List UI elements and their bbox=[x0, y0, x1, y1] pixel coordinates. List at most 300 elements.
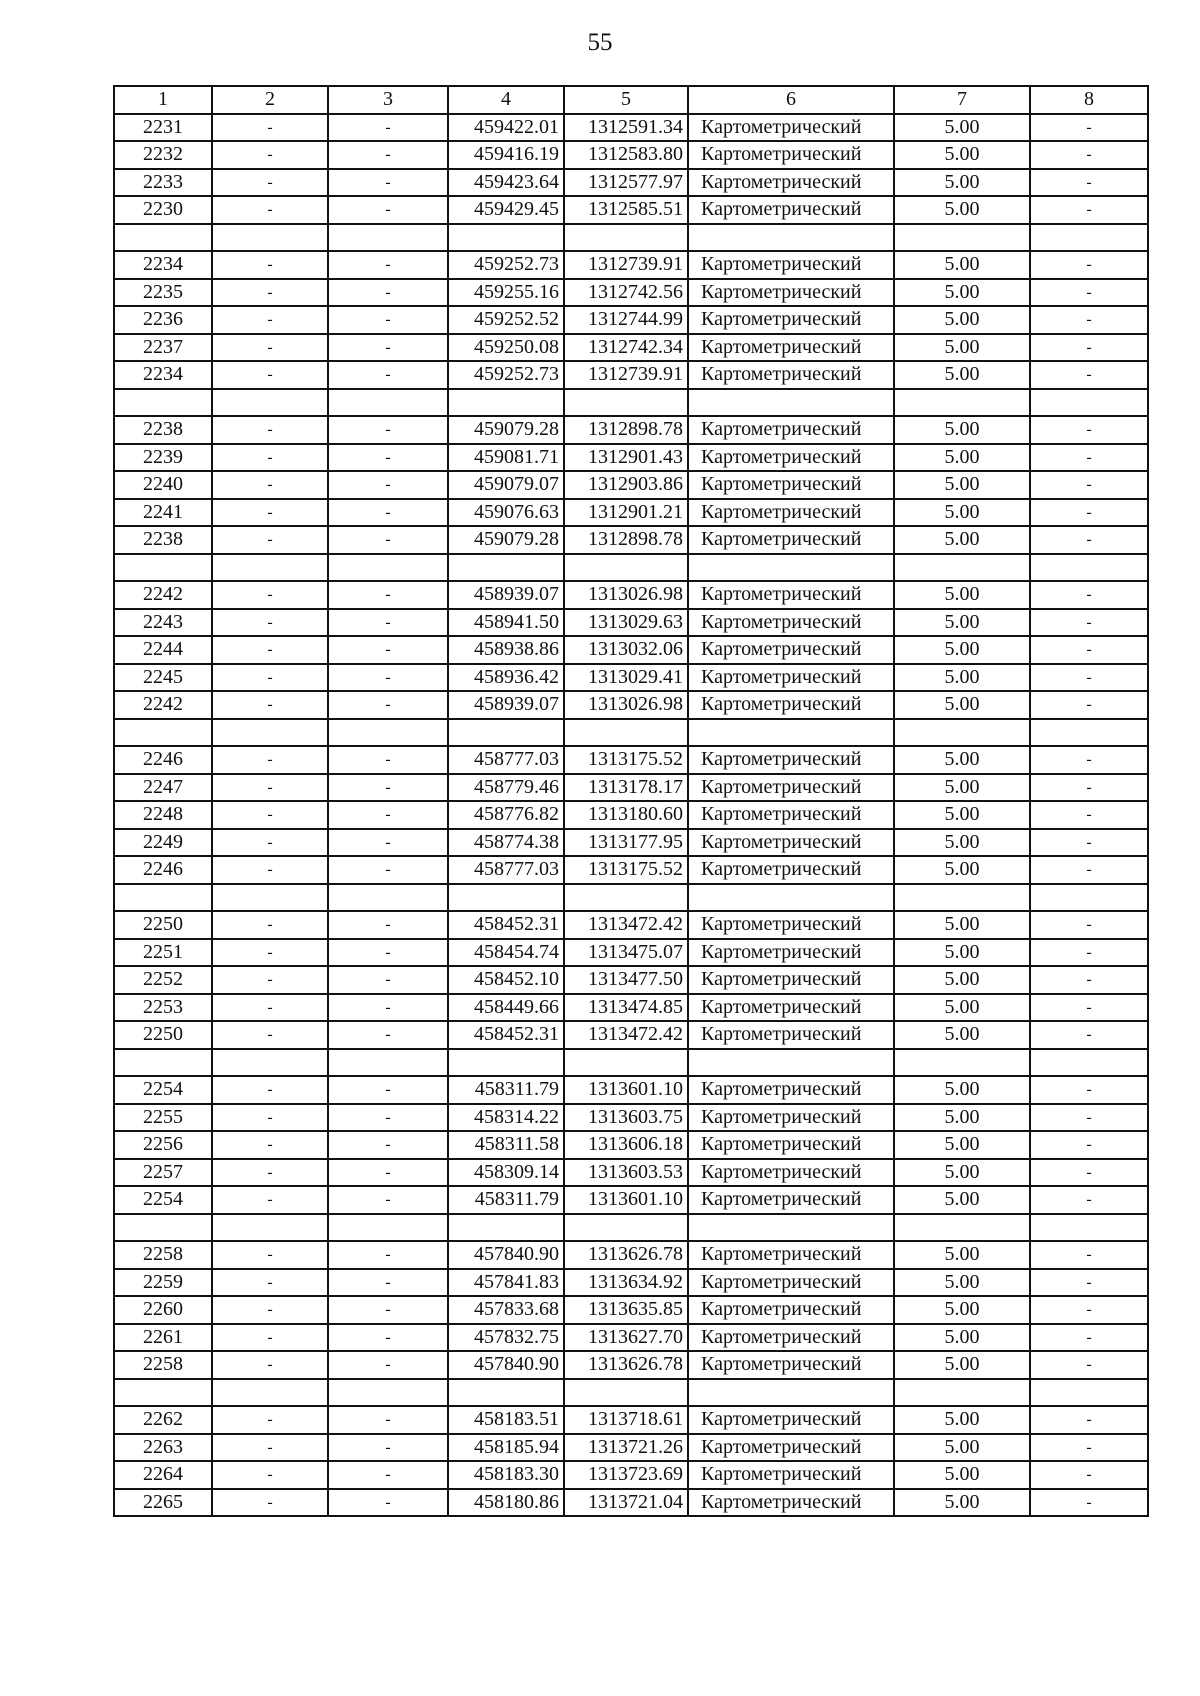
y-coordinate-cell: 1312739.91 bbox=[564, 361, 688, 389]
col2-cell: - bbox=[212, 1241, 328, 1269]
table-row bbox=[114, 994, 1148, 1022]
table-row bbox=[114, 1434, 1148, 1462]
col8-cell: - bbox=[1030, 1351, 1148, 1379]
empty-cell bbox=[688, 719, 894, 747]
empty-cell bbox=[212, 554, 328, 582]
y-coordinate-cell: 1313029.63 bbox=[564, 609, 688, 637]
col3-cell: - bbox=[328, 664, 448, 692]
method-cell: Картометрический bbox=[688, 774, 894, 802]
table-row bbox=[114, 581, 1148, 609]
y-coordinate-cell: 1313626.78 bbox=[564, 1351, 688, 1379]
point-number-cell: 2252 bbox=[114, 966, 212, 994]
col2-cell: - bbox=[212, 279, 328, 307]
col3-cell: - bbox=[328, 581, 448, 609]
x-coordinate-cell: 459079.28 bbox=[448, 526, 564, 554]
x-coordinate-cell: 459429.45 bbox=[448, 196, 564, 224]
x-coordinate-cell: 459422.01 bbox=[448, 114, 564, 142]
empty-cell bbox=[212, 1049, 328, 1077]
col8-cell: - bbox=[1030, 334, 1148, 362]
point-number-cell: 2256 bbox=[114, 1131, 212, 1159]
col8-cell: - bbox=[1030, 306, 1148, 334]
accuracy-cell: 5.00 bbox=[894, 306, 1030, 334]
col8-cell: - bbox=[1030, 581, 1148, 609]
table-row bbox=[114, 169, 1148, 197]
point-number-cell: 2254 bbox=[114, 1186, 212, 1214]
empty-cell bbox=[894, 884, 1030, 912]
accuracy-cell: 5.00 bbox=[894, 1076, 1030, 1104]
point-number-cell: 2251 bbox=[114, 939, 212, 967]
accuracy-cell: 5.00 bbox=[894, 416, 1030, 444]
x-coordinate-cell: 459079.07 bbox=[448, 471, 564, 499]
col2-cell: - bbox=[212, 1076, 328, 1104]
col8-cell: - bbox=[1030, 444, 1148, 472]
col2-cell: - bbox=[212, 1131, 328, 1159]
point-number-cell: 2236 bbox=[114, 306, 212, 334]
col3-cell: - bbox=[328, 1131, 448, 1159]
point-number-cell: 2248 bbox=[114, 801, 212, 829]
y-coordinate-cell: 1313026.98 bbox=[564, 581, 688, 609]
y-coordinate-cell: 1313601.10 bbox=[564, 1186, 688, 1214]
col3-cell: - bbox=[328, 691, 448, 719]
col2-cell: - bbox=[212, 361, 328, 389]
y-coordinate-cell: 1313180.60 bbox=[564, 801, 688, 829]
col8-cell: - bbox=[1030, 416, 1148, 444]
col3-cell: - bbox=[328, 251, 448, 279]
method-cell: Картометрический bbox=[688, 1076, 894, 1104]
empty-cell bbox=[688, 389, 894, 417]
col2-cell: - bbox=[212, 664, 328, 692]
group-separator-row bbox=[114, 389, 1148, 417]
table-row bbox=[114, 279, 1148, 307]
col8-cell: - bbox=[1030, 856, 1148, 884]
method-cell: Картометрический bbox=[688, 664, 894, 692]
method-cell: Картометрический bbox=[688, 499, 894, 527]
col8-cell: - bbox=[1030, 361, 1148, 389]
point-number-cell: 2240 bbox=[114, 471, 212, 499]
table-row bbox=[114, 196, 1148, 224]
x-coordinate-cell: 458777.03 bbox=[448, 856, 564, 884]
col8-cell: - bbox=[1030, 1021, 1148, 1049]
x-coordinate-cell: 457840.90 bbox=[448, 1351, 564, 1379]
y-coordinate-cell: 1312898.78 bbox=[564, 526, 688, 554]
col8-cell: - bbox=[1030, 279, 1148, 307]
x-coordinate-cell: 458309.14 bbox=[448, 1159, 564, 1187]
x-coordinate-cell: 458185.94 bbox=[448, 1434, 564, 1462]
group-separator-row bbox=[114, 719, 1148, 747]
col2-cell: - bbox=[212, 1406, 328, 1434]
method-cell: Картометрический bbox=[688, 114, 894, 142]
col8-cell: - bbox=[1030, 801, 1148, 829]
col3-cell: - bbox=[328, 471, 448, 499]
table-row bbox=[114, 141, 1148, 169]
col2-cell: - bbox=[212, 499, 328, 527]
col8-cell: - bbox=[1030, 939, 1148, 967]
accuracy-cell: 5.00 bbox=[894, 856, 1030, 884]
method-cell: Картометрический bbox=[688, 609, 894, 637]
empty-cell bbox=[328, 1214, 448, 1242]
x-coordinate-cell: 458779.46 bbox=[448, 774, 564, 802]
col3-cell: - bbox=[328, 1406, 448, 1434]
y-coordinate-cell: 1313627.70 bbox=[564, 1324, 688, 1352]
accuracy-cell: 5.00 bbox=[894, 691, 1030, 719]
x-coordinate-cell: 458311.58 bbox=[448, 1131, 564, 1159]
table-row bbox=[114, 1296, 1148, 1324]
accuracy-cell: 5.00 bbox=[894, 1434, 1030, 1462]
table-row bbox=[114, 334, 1148, 362]
point-number-cell: 2257 bbox=[114, 1159, 212, 1187]
col3-cell: - bbox=[328, 1186, 448, 1214]
group-separator-row bbox=[114, 224, 1148, 252]
method-cell: Картометрический bbox=[688, 1241, 894, 1269]
empty-cell bbox=[1030, 1379, 1148, 1407]
empty-cell bbox=[212, 719, 328, 747]
y-coordinate-cell: 1312583.80 bbox=[564, 141, 688, 169]
empty-cell bbox=[894, 554, 1030, 582]
x-coordinate-cell: 458452.10 bbox=[448, 966, 564, 994]
empty-cell bbox=[448, 719, 564, 747]
col3-cell: - bbox=[328, 499, 448, 527]
method-cell: Картометрический bbox=[688, 444, 894, 472]
point-number-cell: 2255 bbox=[114, 1104, 212, 1132]
accuracy-cell: 5.00 bbox=[894, 1324, 1030, 1352]
x-coordinate-cell: 458776.82 bbox=[448, 801, 564, 829]
point-number-cell: 2237 bbox=[114, 334, 212, 362]
accuracy-cell: 5.00 bbox=[894, 1296, 1030, 1324]
col2-cell: - bbox=[212, 306, 328, 334]
empty-cell bbox=[1030, 224, 1148, 252]
empty-cell bbox=[1030, 719, 1148, 747]
col3-cell: - bbox=[328, 169, 448, 197]
col2-cell: - bbox=[212, 196, 328, 224]
empty-cell bbox=[212, 224, 328, 252]
col8-cell: - bbox=[1030, 1104, 1148, 1132]
x-coordinate-cell: 459081.71 bbox=[448, 444, 564, 472]
point-number-cell: 2249 bbox=[114, 829, 212, 857]
x-coordinate-cell: 459255.16 bbox=[448, 279, 564, 307]
empty-cell bbox=[212, 884, 328, 912]
col3-cell: - bbox=[328, 306, 448, 334]
table-row bbox=[114, 1241, 1148, 1269]
method-cell: Картометрический bbox=[688, 141, 894, 169]
table-row bbox=[114, 499, 1148, 527]
col2-cell: - bbox=[212, 691, 328, 719]
y-coordinate-cell: 1313723.69 bbox=[564, 1461, 688, 1489]
col2-cell: - bbox=[212, 636, 328, 664]
empty-cell bbox=[448, 884, 564, 912]
table-row bbox=[114, 1406, 1148, 1434]
accuracy-cell: 5.00 bbox=[894, 1186, 1030, 1214]
col8-cell: - bbox=[1030, 526, 1148, 554]
method-cell: Картометрический bbox=[688, 939, 894, 967]
accuracy-cell: 5.00 bbox=[894, 581, 1030, 609]
col2-cell: - bbox=[212, 1104, 328, 1132]
y-coordinate-cell: 1312742.56 bbox=[564, 279, 688, 307]
empty-cell bbox=[564, 554, 688, 582]
method-cell: Картометрический bbox=[688, 1186, 894, 1214]
col8-cell: - bbox=[1030, 746, 1148, 774]
table-row bbox=[114, 1489, 1148, 1517]
point-number-cell: 2232 bbox=[114, 141, 212, 169]
col3-cell: - bbox=[328, 966, 448, 994]
col2-cell: - bbox=[212, 169, 328, 197]
x-coordinate-cell: 458939.07 bbox=[448, 581, 564, 609]
method-cell: Картометрический bbox=[688, 1159, 894, 1187]
col8-cell: - bbox=[1030, 1461, 1148, 1489]
x-coordinate-cell: 457841.83 bbox=[448, 1269, 564, 1297]
empty-cell bbox=[448, 1214, 564, 1242]
y-coordinate-cell: 1312739.91 bbox=[564, 251, 688, 279]
y-coordinate-cell: 1313175.52 bbox=[564, 856, 688, 884]
accuracy-cell: 5.00 bbox=[894, 774, 1030, 802]
accuracy-cell: 5.00 bbox=[894, 499, 1030, 527]
empty-cell bbox=[328, 224, 448, 252]
col8-cell: - bbox=[1030, 1434, 1148, 1462]
empty-cell bbox=[1030, 1214, 1148, 1242]
x-coordinate-cell: 459076.63 bbox=[448, 499, 564, 527]
point-number-cell: 2235 bbox=[114, 279, 212, 307]
empty-cell bbox=[212, 1214, 328, 1242]
x-coordinate-cell: 457833.68 bbox=[448, 1296, 564, 1324]
col2-cell: - bbox=[212, 251, 328, 279]
table-row bbox=[114, 1351, 1148, 1379]
point-number-cell: 2239 bbox=[114, 444, 212, 472]
x-coordinate-cell: 458449.66 bbox=[448, 994, 564, 1022]
empty-cell bbox=[564, 884, 688, 912]
col3-cell: - bbox=[328, 361, 448, 389]
point-number-cell: 2265 bbox=[114, 1489, 212, 1517]
col8-cell: - bbox=[1030, 966, 1148, 994]
y-coordinate-cell: 1313603.53 bbox=[564, 1159, 688, 1187]
empty-cell bbox=[448, 1379, 564, 1407]
table-row bbox=[114, 1324, 1148, 1352]
method-cell: Картометрический bbox=[688, 691, 894, 719]
col2-cell: - bbox=[212, 1296, 328, 1324]
y-coordinate-cell: 1313026.98 bbox=[564, 691, 688, 719]
group-separator-row bbox=[114, 1214, 1148, 1242]
point-number-cell: 2253 bbox=[114, 994, 212, 1022]
point-number-cell: 2262 bbox=[114, 1406, 212, 1434]
x-coordinate-cell: 459252.52 bbox=[448, 306, 564, 334]
col3-cell: - bbox=[328, 1104, 448, 1132]
x-coordinate-cell: 458936.42 bbox=[448, 664, 564, 692]
empty-cell bbox=[564, 224, 688, 252]
accuracy-cell: 5.00 bbox=[894, 1461, 1030, 1489]
col8-cell: - bbox=[1030, 114, 1148, 142]
col2-cell: - bbox=[212, 994, 328, 1022]
col8-cell: - bbox=[1030, 1076, 1148, 1104]
y-coordinate-cell: 1313603.75 bbox=[564, 1104, 688, 1132]
y-coordinate-cell: 1313634.92 bbox=[564, 1269, 688, 1297]
col2-cell: - bbox=[212, 939, 328, 967]
y-coordinate-cell: 1313721.26 bbox=[564, 1434, 688, 1462]
y-coordinate-cell: 1312901.43 bbox=[564, 444, 688, 472]
table-row bbox=[114, 966, 1148, 994]
table-row bbox=[114, 1269, 1148, 1297]
y-coordinate-cell: 1312585.51 bbox=[564, 196, 688, 224]
col8-cell: - bbox=[1030, 829, 1148, 857]
method-cell: Картометрический bbox=[688, 994, 894, 1022]
method-cell: Картометрический bbox=[688, 1131, 894, 1159]
col2-cell: - bbox=[212, 141, 328, 169]
col3-cell: - bbox=[328, 856, 448, 884]
accuracy-cell: 5.00 bbox=[894, 1406, 1030, 1434]
col8-cell: - bbox=[1030, 664, 1148, 692]
empty-cell bbox=[448, 389, 564, 417]
table-row bbox=[114, 636, 1148, 664]
col2-cell: - bbox=[212, 609, 328, 637]
table-row bbox=[114, 1076, 1148, 1104]
y-coordinate-cell: 1313718.61 bbox=[564, 1406, 688, 1434]
empty-cell bbox=[564, 719, 688, 747]
table-row bbox=[114, 746, 1148, 774]
y-coordinate-cell: 1313626.78 bbox=[564, 1241, 688, 1269]
point-number-cell: 2233 bbox=[114, 169, 212, 197]
method-cell: Картометрический bbox=[688, 856, 894, 884]
point-number-cell: 2241 bbox=[114, 499, 212, 527]
accuracy-cell: 5.00 bbox=[894, 196, 1030, 224]
col8-cell: - bbox=[1030, 1296, 1148, 1324]
y-coordinate-cell: 1313175.52 bbox=[564, 746, 688, 774]
empty-cell bbox=[688, 884, 894, 912]
method-cell: Картометрический bbox=[688, 801, 894, 829]
empty-cell bbox=[448, 554, 564, 582]
col3-cell: - bbox=[328, 1076, 448, 1104]
empty-cell bbox=[114, 224, 212, 252]
table-row bbox=[114, 774, 1148, 802]
point-number-cell: 2247 bbox=[114, 774, 212, 802]
col2-cell: - bbox=[212, 746, 328, 774]
table-row bbox=[114, 251, 1148, 279]
column-header: 5 bbox=[564, 86, 688, 114]
col3-cell: - bbox=[328, 774, 448, 802]
x-coordinate-cell: 458452.31 bbox=[448, 911, 564, 939]
table-row bbox=[114, 1104, 1148, 1132]
method-cell: Картометрический bbox=[688, 581, 894, 609]
x-coordinate-cell: 459079.28 bbox=[448, 416, 564, 444]
method-cell: Картометрический bbox=[688, 1461, 894, 1489]
method-cell: Картометрический bbox=[688, 169, 894, 197]
col2-cell: - bbox=[212, 1269, 328, 1297]
empty-cell bbox=[1030, 389, 1148, 417]
column-header: 6 bbox=[688, 86, 894, 114]
y-coordinate-cell: 1313472.42 bbox=[564, 1021, 688, 1049]
y-coordinate-cell: 1313475.07 bbox=[564, 939, 688, 967]
y-coordinate-cell: 1313029.41 bbox=[564, 664, 688, 692]
empty-cell bbox=[1030, 554, 1148, 582]
empty-cell bbox=[448, 224, 564, 252]
method-cell: Картометрический bbox=[688, 416, 894, 444]
x-coordinate-cell: 458314.22 bbox=[448, 1104, 564, 1132]
point-number-cell: 2250 bbox=[114, 911, 212, 939]
point-number-cell: 2260 bbox=[114, 1296, 212, 1324]
col2-cell: - bbox=[212, 1351, 328, 1379]
table-row bbox=[114, 1021, 1148, 1049]
method-cell: Картометрический bbox=[688, 1296, 894, 1324]
accuracy-cell: 5.00 bbox=[894, 526, 1030, 554]
table-row bbox=[114, 306, 1148, 334]
table-row bbox=[114, 1186, 1148, 1214]
col3-cell: - bbox=[328, 801, 448, 829]
point-number-cell: 2258 bbox=[114, 1241, 212, 1269]
col2-cell: - bbox=[212, 1159, 328, 1187]
group-separator-row bbox=[114, 1049, 1148, 1077]
col2-cell: - bbox=[212, 334, 328, 362]
accuracy-cell: 5.00 bbox=[894, 746, 1030, 774]
col3-cell: - bbox=[328, 114, 448, 142]
method-cell: Картометрический bbox=[688, 1489, 894, 1517]
col3-cell: - bbox=[328, 1461, 448, 1489]
col2-cell: - bbox=[212, 444, 328, 472]
method-cell: Картометрический bbox=[688, 966, 894, 994]
column-header: 2 bbox=[212, 86, 328, 114]
empty-cell bbox=[328, 719, 448, 747]
y-coordinate-cell: 1313178.17 bbox=[564, 774, 688, 802]
col8-cell: - bbox=[1030, 1489, 1148, 1517]
point-number-cell: 2234 bbox=[114, 251, 212, 279]
accuracy-cell: 5.00 bbox=[894, 1104, 1030, 1132]
table-row bbox=[114, 609, 1148, 637]
table-row bbox=[114, 1461, 1148, 1489]
col2-cell: - bbox=[212, 114, 328, 142]
col8-cell: - bbox=[1030, 1186, 1148, 1214]
col2-cell: - bbox=[212, 966, 328, 994]
col2-cell: - bbox=[212, 856, 328, 884]
empty-cell bbox=[328, 389, 448, 417]
x-coordinate-cell: 458183.51 bbox=[448, 1406, 564, 1434]
y-coordinate-cell: 1312577.97 bbox=[564, 169, 688, 197]
y-coordinate-cell: 1313721.04 bbox=[564, 1489, 688, 1517]
accuracy-cell: 5.00 bbox=[894, 141, 1030, 169]
col2-cell: - bbox=[212, 416, 328, 444]
col8-cell: - bbox=[1030, 911, 1148, 939]
table-body bbox=[114, 114, 1148, 1517]
accuracy-cell: 5.00 bbox=[894, 609, 1030, 637]
empty-cell bbox=[1030, 1049, 1148, 1077]
col8-cell: - bbox=[1030, 141, 1148, 169]
method-cell: Картометрический bbox=[688, 829, 894, 857]
col3-cell: - bbox=[328, 1324, 448, 1352]
x-coordinate-cell: 458311.79 bbox=[448, 1076, 564, 1104]
col8-cell: - bbox=[1030, 1131, 1148, 1159]
y-coordinate-cell: 1312742.34 bbox=[564, 334, 688, 362]
col2-cell: - bbox=[212, 774, 328, 802]
col2-cell: - bbox=[212, 801, 328, 829]
empty-cell bbox=[564, 1214, 688, 1242]
point-number-cell: 2242 bbox=[114, 691, 212, 719]
x-coordinate-cell: 458454.74 bbox=[448, 939, 564, 967]
accuracy-cell: 5.00 bbox=[894, 664, 1030, 692]
accuracy-cell: 5.00 bbox=[894, 1159, 1030, 1187]
point-number-cell: 2258 bbox=[114, 1351, 212, 1379]
col3-cell: - bbox=[328, 994, 448, 1022]
col2-cell: - bbox=[212, 1489, 328, 1517]
method-cell: Картометрический bbox=[688, 471, 894, 499]
point-number-cell: 2264 bbox=[114, 1461, 212, 1489]
col3-cell: - bbox=[328, 746, 448, 774]
table-row bbox=[114, 856, 1148, 884]
accuracy-cell: 5.00 bbox=[894, 114, 1030, 142]
empty-cell bbox=[894, 719, 1030, 747]
col3-cell: - bbox=[328, 141, 448, 169]
y-coordinate-cell: 1313177.95 bbox=[564, 829, 688, 857]
method-cell: Картометрический bbox=[688, 279, 894, 307]
table-row bbox=[114, 664, 1148, 692]
col3-cell: - bbox=[328, 636, 448, 664]
accuracy-cell: 5.00 bbox=[894, 911, 1030, 939]
method-cell: Картометрический bbox=[688, 526, 894, 554]
point-number-cell: 2263 bbox=[114, 1434, 212, 1462]
empty-cell bbox=[894, 389, 1030, 417]
